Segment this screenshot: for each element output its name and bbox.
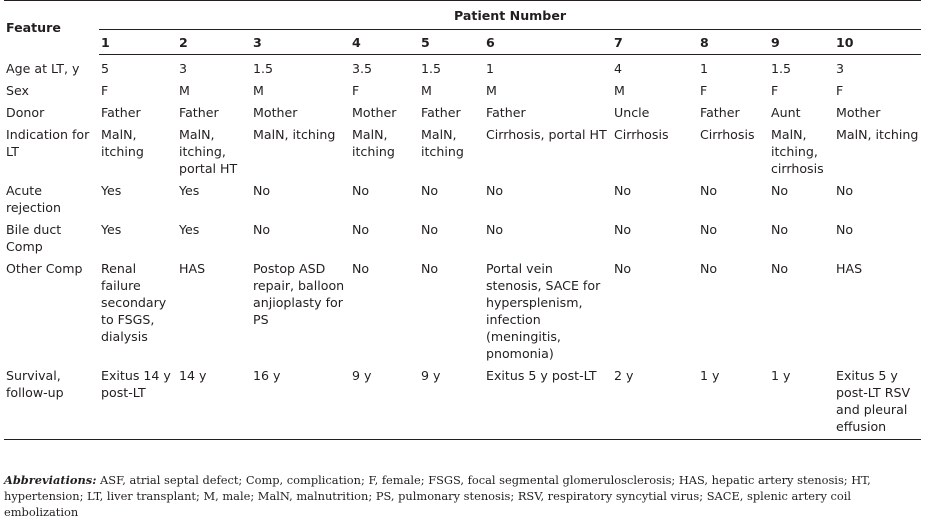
table-cell: No — [614, 183, 632, 198]
table-body — [4, 55, 921, 440]
table-cell: No — [421, 261, 439, 276]
table-cell: 1 y — [698, 362, 769, 440]
table-cell: Father — [421, 105, 461, 120]
table-cell: No — [352, 261, 370, 276]
table-row — [4, 255, 921, 362]
table-cell: 1 — [486, 61, 495, 76]
table-cell: Mother — [836, 105, 881, 120]
abbreviations-label: Abbreviations: — [4, 473, 97, 487]
table-cell: 1.5 — [253, 61, 274, 76]
table-cell: MalN, itching, cirrhosis — [771, 127, 824, 176]
table-row — [4, 55, 921, 78]
patient-number-9: 9 — [769, 30, 834, 55]
table-cell: MalN, itching, portal HT — [179, 127, 238, 176]
feature-label: Bile duct Comp — [6, 222, 62, 254]
table-cell: 1.5 — [771, 61, 792, 76]
table-cell: No — [700, 222, 718, 237]
table-cell: M — [486, 83, 497, 98]
table-cell: 9 y — [419, 362, 484, 440]
table-cell: Yes — [179, 222, 200, 237]
table-cell: No — [614, 222, 632, 237]
table-cell: Aunt — [771, 105, 801, 120]
table-cell: 5 — [101, 61, 110, 76]
patient-number-row — [4, 30, 921, 55]
table-cell: 3.5 — [352, 61, 373, 76]
feature-label: Indication for LT — [6, 127, 90, 159]
table-cell: Mother — [352, 105, 397, 120]
patient-number-8: 8 — [698, 30, 769, 55]
table-cell: M — [421, 83, 432, 98]
table-cell: No — [836, 183, 854, 198]
abbreviations-footnote — [4, 472, 919, 520]
table-cell: F — [101, 83, 109, 98]
table-cell: Exitus 5 y post-LT — [484, 362, 612, 440]
table-cell: MalN, itching — [352, 127, 395, 159]
feature-label: Donor — [6, 105, 45, 120]
patient-number-1: 1 — [99, 30, 177, 55]
feature-label: Other Comp — [6, 261, 83, 276]
table-cell: No — [486, 183, 504, 198]
table-cell: HAS — [836, 261, 863, 276]
table-cell: Exitus 14 y post-LT — [99, 362, 177, 440]
table-cell: Uncle — [614, 105, 650, 120]
table-cell: M — [179, 83, 190, 98]
table-cell: Cirrhosis — [614, 127, 669, 142]
table-cell: MalN, itching — [101, 127, 144, 159]
table-cell: 1.5 — [421, 61, 442, 76]
table-cell: 4 — [614, 61, 623, 76]
table-cell: No — [352, 222, 370, 237]
table-cell: MalN, itching — [421, 127, 464, 159]
table-cell: MalN, itching — [836, 127, 919, 142]
table-row — [4, 177, 921, 216]
table-cell: 3 — [179, 61, 188, 76]
patient-number-4: 4 — [350, 30, 419, 55]
patient-number-header: Patient Number — [99, 1, 921, 30]
table-cell: Yes — [101, 183, 122, 198]
table-row — [4, 99, 921, 121]
patient-number-6: 6 — [484, 30, 612, 55]
table-cell: No — [771, 183, 789, 198]
feature-label: Age at LT, y — [6, 60, 80, 76]
table-cell: No — [614, 261, 632, 276]
table-row — [4, 77, 921, 99]
table-row — [4, 121, 921, 177]
table-row — [4, 216, 921, 255]
feature-column-header: Feature — [4, 1, 99, 55]
table-cell: HAS — [179, 261, 206, 276]
patient-number-10: 10 — [834, 30, 921, 55]
table-cell: Yes — [179, 183, 200, 198]
table-cell: 9 y — [350, 362, 419, 440]
table-cell: Renal failure secondary to FSGS, dialysis — [101, 261, 167, 344]
table-cell: 1 — [700, 61, 709, 76]
table-cell: No — [253, 222, 271, 237]
table-cell: Father — [486, 105, 526, 120]
patient-number-7: 7 — [612, 30, 698, 55]
table-cell: Mother — [253, 105, 298, 120]
table-cell: No — [486, 222, 504, 237]
table-cell: F — [836, 83, 844, 98]
table-cell: No — [253, 183, 271, 198]
table-cell: No — [771, 222, 789, 237]
table-cell: No — [421, 183, 439, 198]
table-cell: MalN, itching — [253, 127, 336, 142]
feature-label: Acute rejection — [6, 183, 61, 215]
feature-label: Survival, follow-up — [4, 362, 99, 440]
patient-number-3: 3 — [251, 30, 350, 55]
table-cell: 14 y — [177, 362, 251, 440]
patient-number-5: 5 — [419, 30, 484, 55]
table-cell: 16 y — [251, 362, 350, 440]
table-cell: No — [421, 222, 439, 237]
feature-label: Sex — [6, 83, 29, 98]
table-cell: Yes — [101, 222, 122, 237]
table-cell: No — [836, 222, 854, 237]
table-cell: No — [700, 261, 718, 276]
table-cell: Cirrhosis, portal HT — [486, 127, 607, 142]
table-cell: No — [352, 183, 370, 198]
table-cell: F — [771, 83, 779, 98]
table-cell: M — [253, 83, 264, 98]
table-cell: Cirrhosis — [700, 127, 755, 142]
table-cell: Father — [179, 105, 219, 120]
table-cell: 3 — [836, 61, 845, 76]
table-cell: Exitus 5 y post-LT RSV and pleural effusion — [834, 362, 921, 440]
patient-number-2: 2 — [177, 30, 251, 55]
table-cell: M — [614, 83, 625, 98]
header-row — [4, 1, 921, 30]
table-row — [4, 362, 921, 440]
table-cell: No — [771, 261, 789, 276]
table-cell: F — [352, 83, 360, 98]
table-cell: Postop ASD repair, balloon anjioplasty for PS — [253, 261, 345, 327]
table-cell: Father — [700, 105, 740, 120]
table-cell: Father — [101, 105, 141, 120]
abbreviations-text: ASF, atrial septal defect; Comp, complication; F, female; FSGS, focal segmental glomerulosclerosis; HAS, hepatic artery stenosis; HT, hypertension; LT, liver transplant; M, male; MalN, malnutrition; PS, pulmonary stenosis; RSV, respiratory syncytial virus; SACE, splenic artery coil embolization — [4, 473, 871, 519]
table-cell: Portal vein stenosis, SACE for hypersplenism, infection (meningitis, pnomonia) — [486, 261, 601, 361]
table-cell: 1 y — [769, 362, 834, 440]
table-cell: 2 y — [612, 362, 698, 440]
patient-characteristics-table — [4, 0, 921, 440]
table-cell: F — [700, 83, 708, 98]
table-cell: No — [700, 183, 718, 198]
